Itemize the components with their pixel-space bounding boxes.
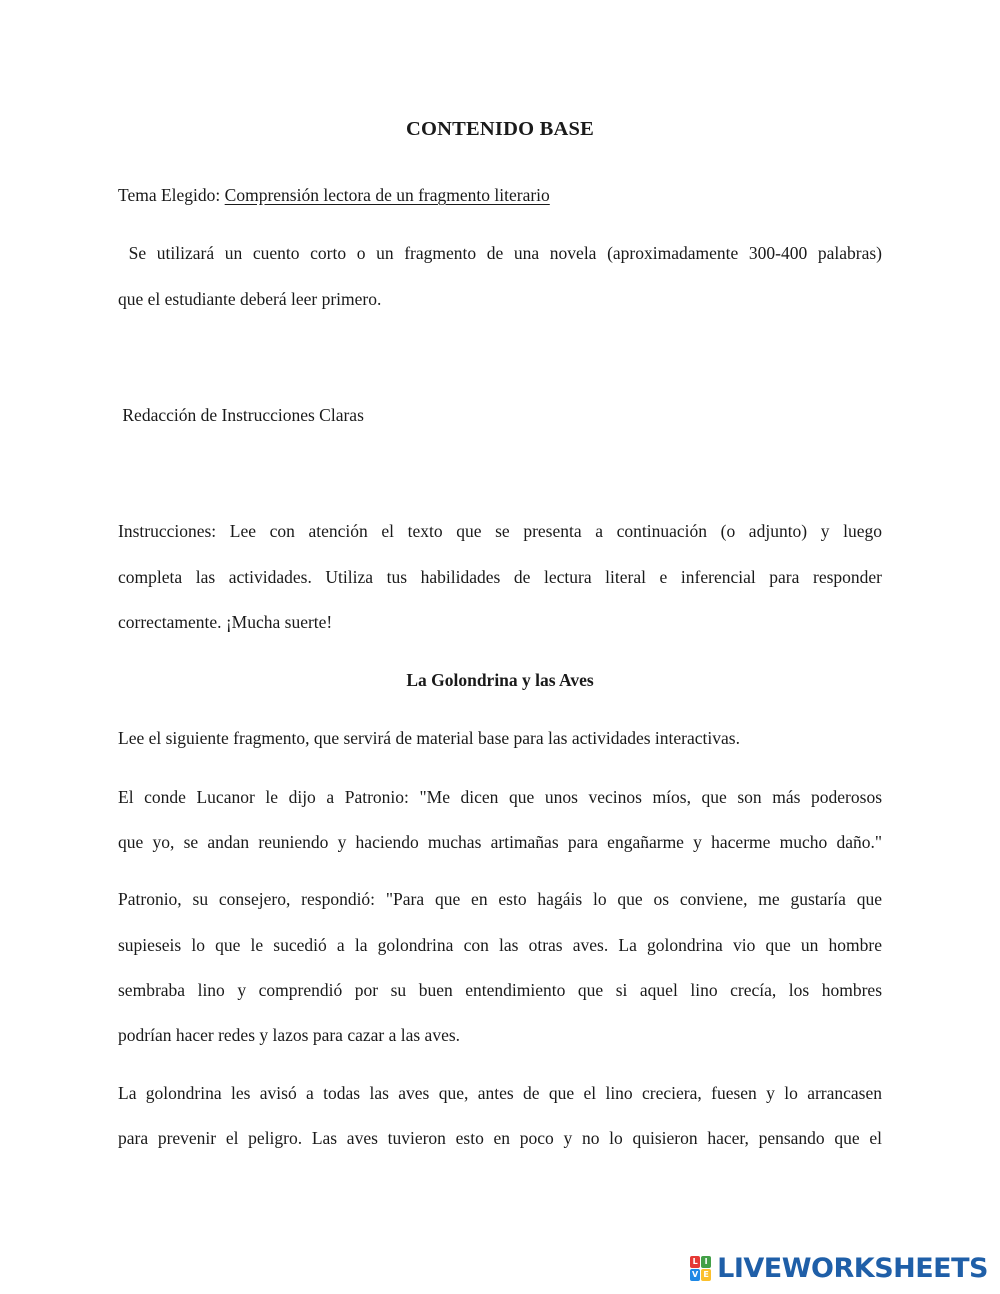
liveworksheets-logo-icon xyxy=(690,1256,712,1282)
tema-value: Comprensión lectora de un fragmento literario xyxy=(224,185,550,205)
paragraph3-line-2: para prevenir el peligro. Las aves tuvieron esto en poco y no lo quisieron hacer, pensando que el xyxy=(118,1128,882,1148)
intro-line-1: Se utilizará un cuento corto o un fragmento de una novela (aproximadamente 300-400 palabras) xyxy=(118,243,882,263)
instrucciones-line-1: Instrucciones: Lee con atención el texto que se presenta a continuación (o adjunto) y luego xyxy=(118,521,882,541)
redaccion-heading: Redacción de Instrucciones Claras xyxy=(118,405,364,425)
tema-label: Tema Elegido: xyxy=(118,185,225,205)
logo-letter-i: I xyxy=(701,1256,711,1268)
logo-letter-v: V xyxy=(692,1270,699,1279)
paragraph3-line-1: La golondrina les avisó a todas las aves que, antes de que el lino creciera, fuesen y lo arrancasen xyxy=(118,1083,882,1103)
tema-line xyxy=(118,184,882,206)
logo-letter-e: E xyxy=(701,1269,711,1281)
page-title: CONTENIDO BASE xyxy=(406,118,594,140)
intro-line-2: que el estudiante deberá leer primero. xyxy=(118,289,382,309)
liveworksheets-brand[interactable] xyxy=(690,1253,988,1285)
paragraph1-line-1: El conde Lucanor le dijo a Patronio: "Me dicen que unos vecinos míos, que son más poderosos xyxy=(118,787,882,807)
paragraph1-line-2: que yo, se andan reuniendo y haciendo muchas artimañas para engañarme y hacerme mucho daño." xyxy=(118,832,882,852)
logo-letter-l: L xyxy=(690,1256,700,1268)
instrucciones-line-2: completa las actividades. Utiliza tus habilidades de lectura literal e inferencial para responder xyxy=(118,567,882,587)
lead-line: Lee el siguiente fragmento, que servirá de material base para las actividades interactivas. xyxy=(118,728,740,748)
brand-name: LIVEWORKSHEETS xyxy=(717,1253,988,1284)
instrucciones-line-3: correctamente. ¡Mucha suerte! xyxy=(118,612,333,632)
paragraph2-line-1: Patronio, su consejero, respondió: "Para que en esto hagáis lo que os conviene, me gustaría que xyxy=(118,889,882,909)
story-title: La Golondrina y las Aves xyxy=(406,670,594,690)
paragraph2-line-3: sembraba lino y comprendió por su buen entendimiento que si aquel lino crecía, los hombres xyxy=(118,980,882,1000)
paragraph2-line-4: podrían hacer redes y lazos para cazar a las aves. xyxy=(118,1025,461,1045)
paragraph2-line-2: supieseis lo que le sucedió a la golondrina con las otras aves. La golondrina vio que un hombre xyxy=(118,935,882,955)
